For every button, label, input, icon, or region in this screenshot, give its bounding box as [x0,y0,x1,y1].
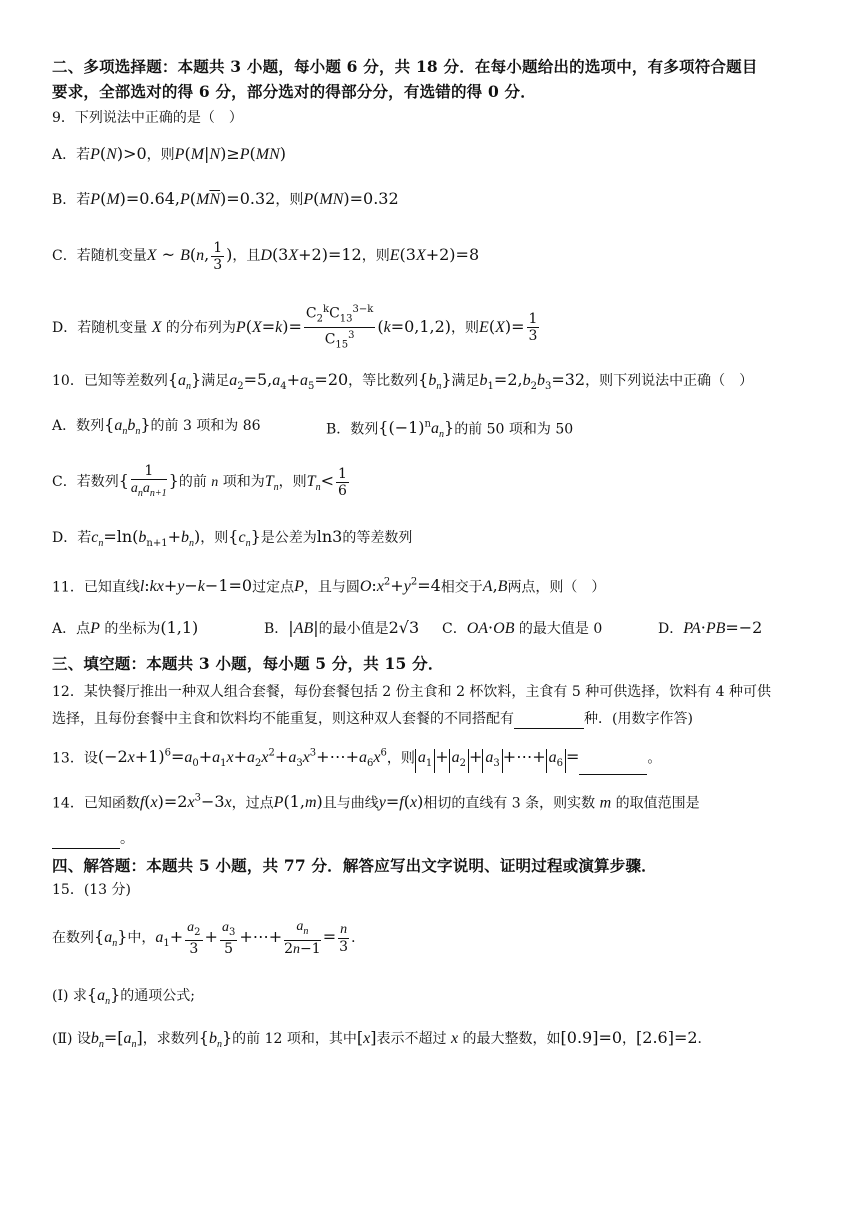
q11-option-c-label: C． [442,621,467,637]
section2-title-line1: 二、多项选择题：本题共 3 小题，每小题 6 分，共 18 分．在每小题给出的选项中，有多项符合题目 [52,57,758,76]
q15-stem: 在数列$\{a_n\}$中，$a_1+$ $\frac{a_2}{3}$ + $\frac{a_3}{5}$ +⋯+ $\frac{a_n}{2n-1}$ = $\frac{n}{3}$ ． [52,919,366,958]
q10-stem: 10．已知等差数列$\{a_n\}$满足$a_2=5,a_4+a_5=20$，等比数列$\{b_n\}$满足$b_1=2,b_2b_3=32$，则下列说法中正确（ ） [52,370,754,393]
q13-answer-blank[interactable] [579,754,647,775]
q14-answer-blank[interactable] [52,828,120,849]
q11-option-a: A．点P 的坐标为(1,1) [52,618,199,637]
q11-option-a-label: A．点 [52,621,91,637]
q15-head: 15．(13 分) [52,882,132,898]
q9-option-d: D．若随机变量 X 的分布列为P(X=k)= $\frac{C_2^kC_{13}^{3-k}}{C_{15}^3}$ (k=0,1,2)，则E(X)= $\frac{1}{3}$ [52,304,538,351]
q10-option-d: D．若$c_n=\ln(b_{n+1}+b_n)$，则$\{c_n\}$是公差为ln3的等差数列 [52,527,413,550]
q9-option-d-label: D．若随机变量 [52,319,148,336]
q14-label: 14．已知函数 [52,795,140,812]
q11-stem: 11．已知直线l:kx+y−k−1=0过定点P，且与圆$O:x^2+y^2=4$相交于A,B两点，则（ ） [52,576,606,596]
q12-line1: 12．某快餐厅推出一种双人组合套餐，每份套餐包括 2 份主食和 2 杯饮料，主食有 5 种可供选择，饮料有 4 种可供 [52,684,772,700]
q9-option-b-label: B．若 [52,192,91,208]
q10-option-b-label: B．数列 [326,421,379,438]
section4-title: 四、解答题：本题共 5 小题，共 77 分．解答应写出文字说明、证明过程或演算步骤． [52,856,657,875]
q10-stem-label: 10．已知等差数列 [52,373,168,389]
q10-option-a-label: A．数列 [52,418,105,434]
q12-line2 [52,708,693,729]
q10-option-d-label: D．若 [52,530,92,546]
q11-option-b: B．|AB|的最小值是2√3 [264,618,420,637]
q11-option-c: C．OA·OB 的最大值是 0 [442,618,603,637]
q12-answer-blank[interactable] [514,708,584,729]
q15-part1: (Ⅰ) 求$\{a_n\}$的通项公式; [52,985,195,1008]
q14-stem: 14．已知函数$f(x)=2x^3-3x$，过点P(1,m)且与曲线y=f(x)相切的直线有 3 条，则实数 m 的取值范围是 [52,792,700,812]
q9-option-c-label: C．若随机变量 [52,248,147,264]
q9-option-a-label: A．若 [52,147,91,163]
q9-option-a: A．若P(N)>0，则P(M|N)≥P(MN) [52,144,287,163]
q14-blank-line: 。 [52,828,134,849]
q15-stem-label: 在数列 [52,930,94,946]
section3-title: 三、填空题：本题共 3 小题，每小题 5 分，共 15 分． [52,654,444,673]
q10-option-b-text: 的前 50 项和为 50 [454,421,574,438]
section2-title-line2: 要求，全部选对的得 6 分，部分选对的得部分分，有选错的得 0 分． [52,82,536,101]
q10-option-a-text: 的前 3 项和为 86 [150,418,261,434]
q10-option-b: B．数列$\{(-1)^na_n\}$的前 50 项和为 50 [326,418,574,441]
q11-stem-label: 11．已知直线 [52,579,140,596]
q15-part1-text: 的通项公式; [120,988,195,1004]
q10-option-c-label: C．若数列 [52,474,119,490]
q10-option-a: A．数列$\{a_nb_n\}$的前 3 项和为 86 [52,415,261,438]
q11-option-b-label: B． [264,621,289,637]
q12-line2-tail: 种．(用数字作答) [584,711,693,727]
q13-label: 13．设 [52,750,98,767]
q9-option-c: C．若随机变量X ~ B(n, $\frac{1}{3}$ )，且D(3X+2)=12，则E(3X+2)=8 [52,239,480,273]
q13-stem: 13．设$(-2x+1)^6=a_0+a_1x+a_2x^2+a_3x^3+\cdots+a_6x^6$，则 $a_1 + a_2 + a_3$ +⋯+ $a_6$ = 。 [52,744,661,775]
q15-part2: (Ⅱ) 设$b_n=[a_n]$，求数列$\{b_n\}$的前 12 项和，其中[x]表示不超过 x 的最大整数，如[0.9]=0，[2.6]=2． [52,1028,712,1051]
q11-option-d: D．PA·PB=−2 [658,618,763,637]
q15-part1-label: (Ⅰ) 求 [52,988,87,1004]
q9-stem: 9．下列说法中正确的是（ ） [52,110,243,126]
q15-part2-label: (Ⅱ) 设 [52,1031,91,1047]
q11-option-d-label: D． [658,621,684,637]
q10-option-c: C．若数列{ $\frac{1}{a_na_{n+1}}$ }的前 n 项和为$T_n$，则$T_n<$ $\frac{1}{6}$ [52,462,347,499]
q12-line2-text: 选择，且每份套餐中主食和饮料均不能重复，则这种双人套餐的不同搭配有 [52,711,514,727]
q9-option-b: B．若$P(M)=0.64,P(M\overline{N})=0.32$，则P(MN)=0.32 [52,189,399,208]
